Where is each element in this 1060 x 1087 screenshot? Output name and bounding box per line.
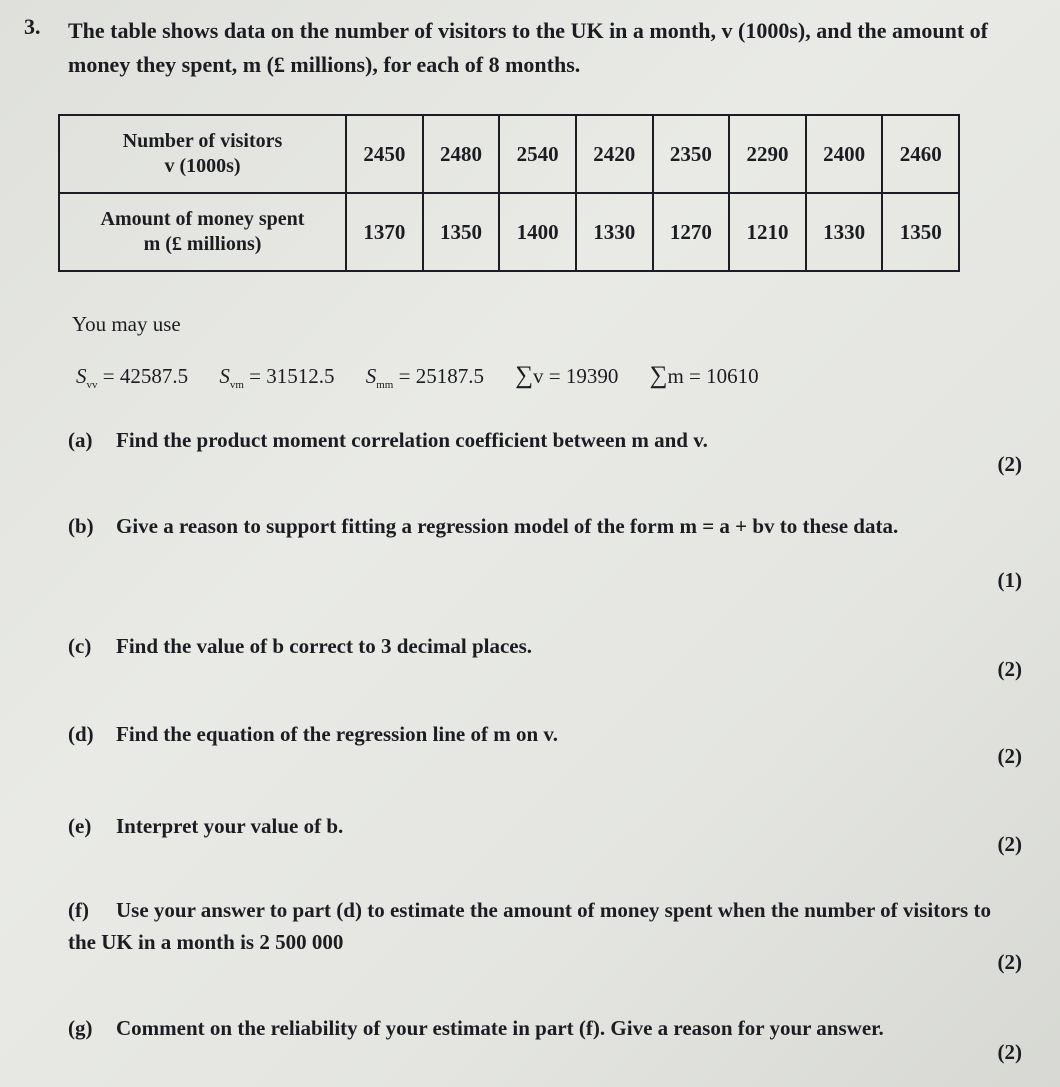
svv-subscript: vv	[86, 379, 98, 392]
part-g	[68, 1012, 1028, 1044]
part-g-text: Comment on the reliability of your estimate in part (f). Give a reason for your answer.	[116, 1016, 884, 1040]
svm-value: = 31512.5	[243, 364, 335, 388]
visitors-row	[59, 115, 959, 193]
visitors-header-line2: v (1000s)	[164, 155, 241, 177]
money-cell: 1270	[653, 193, 730, 271]
money-cell: 1400	[499, 193, 576, 271]
part-a	[68, 424, 998, 456]
part-d-label: (d)	[68, 722, 94, 746]
visitors-cell: 2400	[806, 115, 883, 193]
visitors-cell: 2540	[499, 115, 576, 193]
part-g-marks: (2)	[997, 1040, 1022, 1064]
svm-formula	[219, 364, 334, 391]
part-g-label: (g)	[68, 1016, 93, 1040]
money-cell: 1370	[346, 193, 423, 271]
money-header-line2: m (£ millions)	[143, 233, 262, 255]
visitors-cell: 2350	[653, 115, 730, 193]
part-b-text: Give a reason to support fitting a regression model of the form m = a + bv to these data.	[116, 514, 899, 538]
sum-m-value: m = 10610	[667, 364, 759, 388]
money-cell: 1350	[882, 193, 959, 271]
part-d-marks: (2)	[997, 744, 1022, 768]
svv-symbol: S	[76, 364, 87, 388]
part-e-label: (e)	[68, 814, 92, 838]
summary-statistics	[76, 362, 785, 391]
part-b	[68, 510, 998, 542]
part-c-marks: (2)	[997, 657, 1022, 681]
visitors-cell: 2290	[729, 115, 806, 193]
question-stem: The table shows data on the number of visitors to the UK in a month, v (1000s), and the amount of money they spent, m (£ millions), for each of 8 months.	[68, 18, 988, 77]
money-cell: 1210	[729, 193, 806, 271]
smm-symbol: S	[365, 364, 377, 388]
visitors-header-line1: Number of visitors	[122, 130, 283, 152]
part-b-label: (b)	[68, 514, 94, 538]
part-b-marks: (1)	[997, 568, 1022, 592]
question-number: 3.	[24, 14, 41, 39]
visitors-cell: 2420	[576, 115, 653, 193]
svm-symbol: S	[219, 364, 230, 388]
money-row	[59, 193, 959, 271]
part-a-marks: (2)	[997, 452, 1022, 476]
part-e	[68, 810, 998, 842]
part-c-text: Find the value of b correct to 3 decimal places.	[116, 634, 533, 658]
svv-value: = 42587.5	[97, 364, 189, 388]
money-cell: 1350	[423, 193, 500, 271]
part-f-label: (f)	[68, 898, 89, 922]
svv-formula	[76, 364, 188, 391]
part-d	[68, 718, 998, 750]
money-header	[59, 193, 346, 271]
money-cell: 1330	[806, 193, 883, 271]
sum-v-value: v = 19390	[533, 364, 619, 388]
visitors-header	[59, 115, 346, 193]
data-table	[58, 114, 960, 272]
part-f-marks: (2)	[997, 950, 1022, 974]
visitors-cell: 2480	[423, 115, 500, 193]
part-c	[68, 630, 998, 662]
part-c-label: (c)	[68, 634, 92, 658]
money-header-line1: Amount of money spent	[100, 208, 305, 230]
svm-subscript: vm	[229, 379, 244, 392]
smm-formula	[366, 364, 484, 391]
you-may-use-label: You may use	[72, 312, 181, 336]
part-e-text: Interpret your value of b.	[116, 814, 344, 838]
sigma-icon: ∑	[515, 362, 534, 389]
part-e-marks: (2)	[997, 832, 1022, 856]
part-f	[68, 894, 998, 958]
part-a-label: (a)	[68, 428, 93, 452]
part-d-text: Find the equation of the regression line of m on v.	[116, 722, 558, 746]
visitors-cell: 2460	[882, 115, 959, 193]
sum-v-formula	[515, 362, 618, 390]
sum-m-formula	[650, 362, 759, 390]
visitors-cell: 2450	[346, 115, 423, 193]
part-a-text: Find the product moment correlation coefficient between m and v.	[116, 428, 708, 452]
money-cell: 1330	[576, 193, 653, 271]
sigma-icon: ∑	[649, 362, 668, 389]
part-f-text: Use your answer to part (d) to estimate the amount of money spent when the number of visitors to the UK in a month is 2 500 000	[68, 898, 991, 954]
smm-value: = 25187.5	[393, 364, 484, 388]
smm-subscript: mm	[376, 379, 394, 392]
